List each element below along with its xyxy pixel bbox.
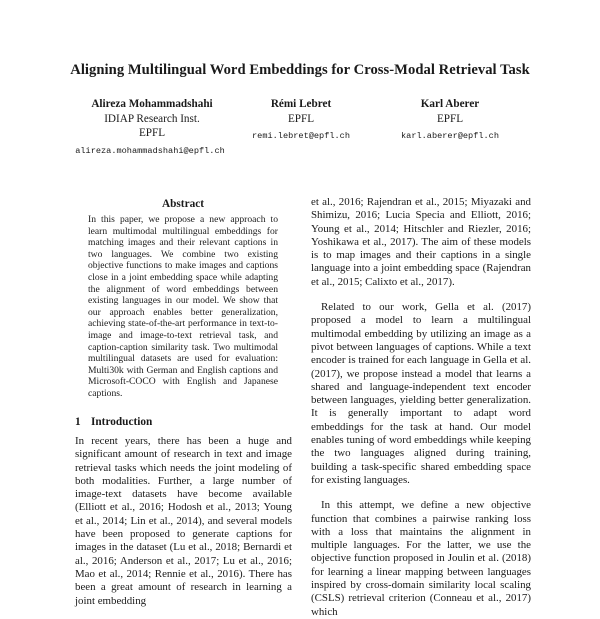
author-affiliation: IDIAP Research Inst. <box>104 112 200 125</box>
author-email: alireza.mohammadshahi@epfl.ch <box>75 145 225 156</box>
section-number: 1 <box>75 416 81 428</box>
author-block-2 <box>241 97 361 144</box>
author-block-3 <box>390 97 510 144</box>
paragraph-related-work: Related to our work, Gella et al. (2017) proposed a model to learn a multilingual multimodal embedding by utilizing an image as a pivot between languages of captions. While a text encoder is trained for each language in Gella et al. (2017), we propose instead a model that learns a shared and language-independent text encoder between languages, yielding better generalization. It is generally important to adapt word embeddings for the task at hand. Our model enables tuning of word embeddings while keeping the two languages aligned during training, building a task-specific shared embedding space for existing languages. <box>311 301 531 486</box>
section-title: Introduction <box>91 416 153 428</box>
author-block-1 <box>77 97 227 158</box>
abstract-text: In this paper, we propose a new approach to learn multimodal multilingual embeddings for matching images and their relevant captions in two languages. We combine two existing objective functions to make images and captions close in a joint embedding space while adapting the alignment of word embeddings between existing languages in our model. We show that our approach enables better generalization, achieving state-of-the-art performance in text-to-image and image-to-text retrieval task, and caption-caption similarity task. Two multimodal multilingual datasets are used for evaluation: Multi30k with German and English captions and Microsoft-COCO with English and Japanese captions. <box>88 214 278 399</box>
author-email: remi.lebret@epfl.ch <box>252 131 350 141</box>
right-column <box>311 196 531 619</box>
section-heading <box>75 416 152 428</box>
author-name: Rémi Lebret <box>270 98 332 110</box>
author-name: Alireza Mohammadshahi <box>91 98 213 110</box>
paragraph-objective: In this attempt, we define a new objective function that combines a pairwise ranking loss with a loss that maintains the alignment in multiple languages. For the latter, we use the objective function proposed in Joulin et al. (2018) for learning a linear mapping between languages inspired by cross-domain similarity local scaling (CSLS) retrieval criterion (Conneau et al., 2017) which <box>311 499 531 618</box>
author-affiliation: EPFL <box>436 112 464 125</box>
abstract-heading: Abstract <box>161 198 205 210</box>
author-name: Karl Aberer <box>420 98 480 110</box>
paragraph-continued: et al., 2016; Rajendran et al., 2015; Miyazaki and Shimizu, 2016; Lucia Specia and Elliott, 2016; Young et al., 2014; Hitschler and Riezler, 2016; Yoshikawa et al., 2017). The aim of these models is to map images and their captions in a single language into a joint embedding space (Rajendran et al., 2015; Calixto et al., 2017). <box>311 196 531 288</box>
intro-paragraph: In recent years, there has been a huge and significant amount of research in text and image retrieval tasks which needs the joint modeling of both modalities. Further, a large number of image-text datasets have become available (Elliott et al., 2016; Hodosh et al., 2013; Young et al., 2014; Lin et al., 2014), and several models have been proposed to generate captions for images in the dataset (Lu et al., 2018; Bernardi et al., 2016; Anderson et al., 2017; Lu et al., 2016; Mao et al., 2014; Rennie et al., 2016). There has been a great amount of research in learning a joint embedding <box>75 435 292 607</box>
paper-title: Aligning Multilingual Word Embeddings for Cross-Modal Retrieval Task <box>70 62 530 78</box>
author-email: karl.aberer@epfl.ch <box>401 131 499 141</box>
author-affiliation: EPFL <box>287 112 315 125</box>
left-column <box>75 435 292 608</box>
author-affiliation-2: EPFL <box>138 127 166 139</box>
